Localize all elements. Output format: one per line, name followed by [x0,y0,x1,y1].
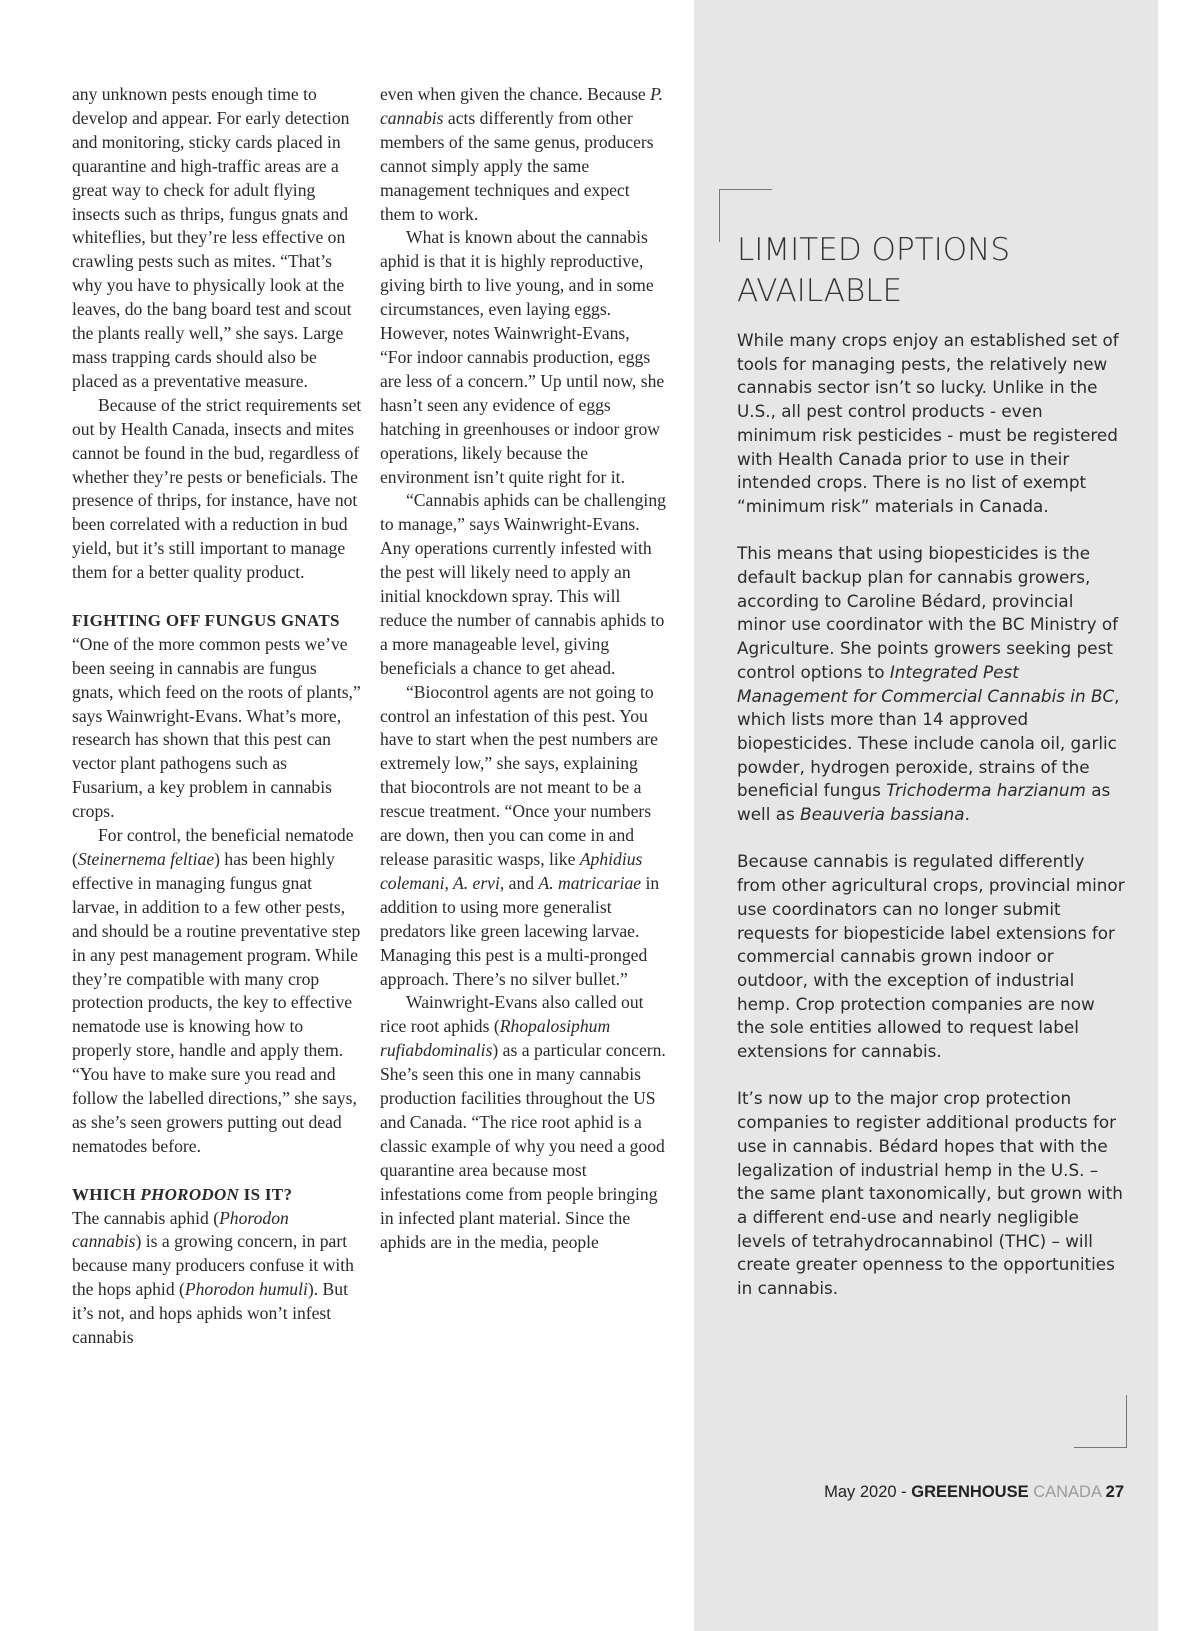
page-footer [824,1483,1124,1502]
species-name: Phorodon humuli [184,1279,308,1300]
footer-date: May 2020 - [824,1483,912,1501]
species-name: P. cannabis [380,84,664,128]
species-name: Steinernema feltiae [77,848,215,869]
body-paragraph: Wainwright-Evans also called out rice root aphids (Rhopalosiphum rufiabdominalis) as a particular concern. She’s seen this one in many cannabis production facilities throughout the US and Canada. “The rice root aphid is a classic example of why you need a good quarantine area because most infestations come from people bringing in infected plant material. Since the aphids are in the media, people [380,992,666,1252]
body-paragraph: For control, the beneficial nematode (Steinernema feltiae) has been highly effective in managing fungus gnat larvae, in addition to a few other pests, and should be a routine preventative step in any pest management program. While they’re compatible with many crop protection products, the key to effective nematode use is knowing how to properly store, handle and apply them. “You have to make sure you read and follow the labelled directions,” she says, as she’s seen growers putting out dead nematodes before. [72,825,361,1156]
sidebar-paragraph: It’s now up to the major crop protection companies to register additional products for use in cannabis. Bédard hopes that with the legalization of industrial hemp in the U.S. – the same plant taxonomically, but grown with a different end-use and nearly negligible levels of tetrahydrocannabinol (THC) – will create greater openness to the opportunities in cannabis. [737,1088,1123,1299]
species-name: A. matricariae [538,872,642,893]
page-number: 27 [1105,1483,1124,1501]
species-name: Trichoderma harzianum [886,780,1086,801]
section-heading-fungus-gnats: FIGHTING OFF FUNGUS GNATS [72,610,340,630]
body-paragraph: even when given the chance. Because P. cannabis acts differently from other members of the same genus, producers cannot simply apply the same management techniques and expect them to work. [380,84,664,224]
body-paragraph: The cannabis aphid (Phorodon cannabis) is a growing concern, in part because many producers confuse it with the hops aphid (Phorodon humuli). But it’s not, and hops aphids won’t infest cannabis [72,1207,354,1348]
article-column-1 [72,83,362,1350]
body-paragraph: “Cannabis aphids can be challenging to manage,” says Wainwright-Evans. Any operations currently infested with the pest will likely need to apply an initial knockdown spray. This will reduce the number of cannabis aphids to a more manageable level, giving beneficials a chance to get ahead. [380,490,666,678]
footer-publication: GREENHOUSE [911,1483,1029,1501]
species-name: Rhopalosiphum rufiabdominalis [380,1016,611,1061]
body-paragraph: Because of the strict requirements set out by Health Canada, insects and mites cannot be found in the bud, regardless of whether they’re pests or beneficials. The presence of thrips, for instance, have not been correlated with a reduction in bud yield, but it’s still important to manage them for a better quality product. [72,394,362,583]
sidebar-paragraph: Because cannabis is regulated differently from other agricultural crops, provincial minor use coordinators can no longer submit requests for biopesticide label extensions for commercial cannabis grown indoor or outdoor, with the exception of industrial hemp. Crop protection companies are now the sole entities allowed to request label extensions for cannabis. [737,851,1125,1062]
publication-title: Integrated Pest Management for Commercial Cannabis in BC [737,661,1115,706]
species-name: Aphidius colemani, A. ervi [380,849,643,893]
section-heading-phorodon: WHICH PHORODON IS IT? [72,1184,293,1204]
corner-bracket-bottom-right [1074,1395,1127,1448]
sidebar-box [694,0,1158,1631]
body-paragraph: “Biocontrol agents are not going to control an infestation of this pest. You have to start when the pest numbers are extremely low,” she says, explaining that biocontrols are not meant to be a rescue treatment. “Once your numbers are down, then you can come in and release parasitic wasps, like Aphidius colemani, A. ervi, and A. matricariae in addition to using more generalist predators like green lacewing larvae. Managing this pest is a multi-pronged approach. There’s no silver bullet.” [380,681,660,989]
body-paragraph: “One of the more common pests we’ve been seeing in cannabis are fungus gnats, which feed on the roots of plants,” says Wainwright-Evans. What’s more, research has shown that this pest can vector plant pathogens such as Fusarium, a key problem in cannabis crops. [72,633,361,822]
sidebar-body [737,329,1127,1324]
sidebar-paragraph: While many crops enjoy an established set of tools for managing pests, the relatively new cannabis sector isn’t so lucky. Unlike in the U.S., all pest control products - even minimum risk pesticides - must be registered with Health Canada prior to use in their intended crops. There is no list of exempt “minimum risk” materials in Canada. [737,330,1119,516]
sidebar-title: LIMITED OPTIONS AVAILABLE [737,232,1010,309]
sidebar-paragraph: This means that using biopesticides is the default backup plan for cannabis growers, according to Caroline Bédard, provincial minor use coordinator with the BC Ministry of Agriculture. She points growers seeking pest control options to Integrated Pest Management for Commercial Cannabis in BC, which lists more than 14 approved biopesticides. These include canola oil, garlic powder, hydrogen peroxide, strains of the beneficial fungus Trichoderma harzianum as well as Beauveria bassiana. [737,543,1120,825]
footer-region: CANADA [1028,1483,1106,1501]
species-name: Beauveria bassiana [800,804,965,825]
body-paragraph: any unknown pests enough time to develop and appear. For early detection and monitoring, sticky cards placed in quarantine and high-traffic areas are a great way to check for adult flying insects such as thrips, fungus gnats and whiteflies, but they’re less effective on crawling pests such as mites. “That’s why you have to physically look at the leaves, do the bang board test and scout the plants really well,” she says. Large mass trapping cards should also be placed as a preventative measure. [72,84,352,391]
body-paragraph: What is known about the cannabis aphid is that it is highly reproductive, giving birth to live young, and in some circumstances, even laying eggs. However, notes Wainwright-Evans, “For indoor cannabis production, eggs are less of a concern.” Up until now, she hasn’t seen any evidence of eggs hatching in greenhouses or indoor grow operations, likely because the environment isn’t quite right for it. [380,227,665,487]
species-name: Phorodon cannabis [72,1207,289,1252]
article-column-2 [380,83,666,1254]
